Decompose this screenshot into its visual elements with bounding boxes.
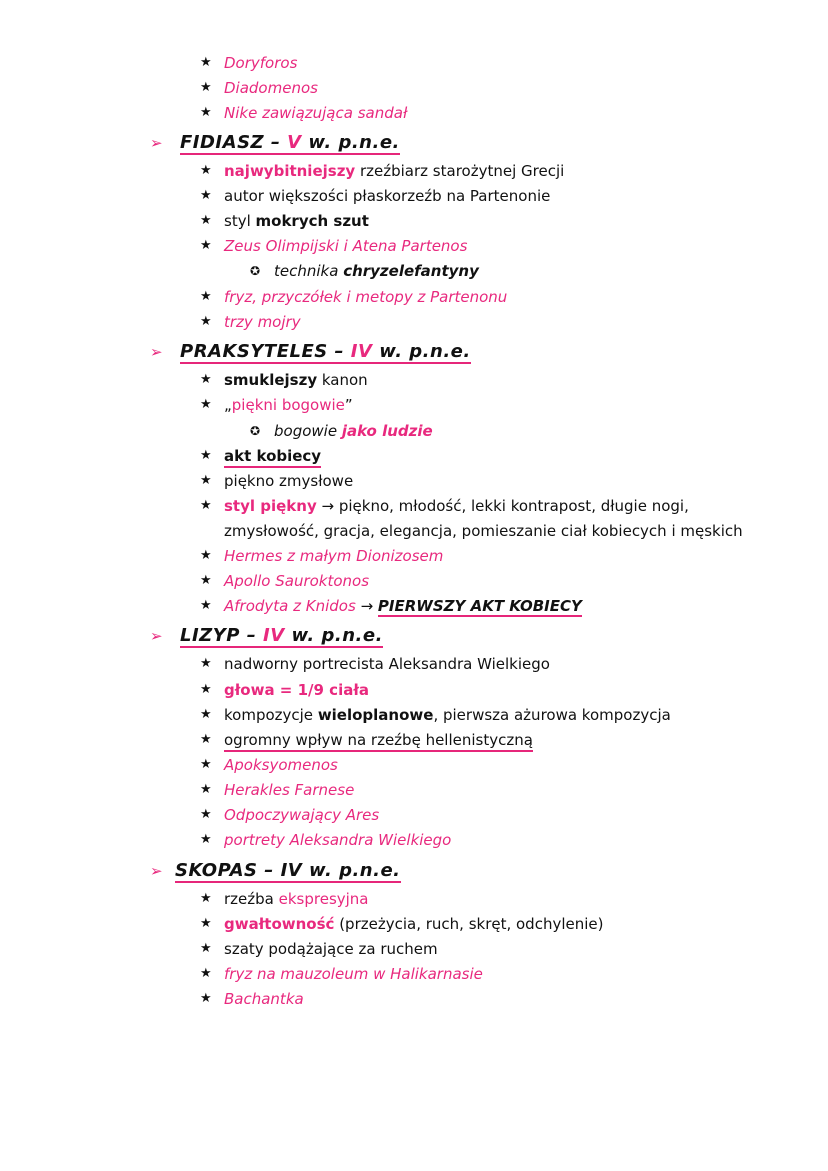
star-bullet-icon: ★ bbox=[200, 966, 212, 981]
star-bullet-icon: ★ bbox=[200, 397, 212, 412]
star-bullet-icon: ★ bbox=[200, 782, 212, 797]
circle-star-bullet-icon: ✪ bbox=[250, 424, 261, 438]
star-bullet-icon: ★ bbox=[200, 213, 212, 228]
star-bullet-icon: ★ bbox=[200, 757, 212, 772]
star-bullet-icon: ★ bbox=[200, 656, 212, 671]
star-bullet-icon: ★ bbox=[200, 163, 212, 178]
star-bullet-icon: ★ bbox=[200, 598, 212, 613]
star-bullet-icon: ★ bbox=[200, 473, 212, 488]
star-bullet-icon: ★ bbox=[200, 188, 212, 203]
star-bullet-icon: ★ bbox=[200, 238, 212, 253]
star-bullet-icon: ★ bbox=[200, 573, 212, 588]
circle-star-bullet-icon: ✪ bbox=[250, 264, 261, 278]
star-bullet-icon: ★ bbox=[200, 314, 212, 329]
arrow-bullet-icon: ➢ bbox=[150, 134, 163, 152]
star-bullet-icon: ★ bbox=[200, 682, 212, 697]
star-bullet-icon: ★ bbox=[200, 891, 212, 906]
arrow-bullet-icon: ➢ bbox=[150, 862, 163, 880]
star-bullet-icon: ★ bbox=[200, 916, 212, 931]
arrow-bullet-icon: ➢ bbox=[150, 343, 163, 361]
arrow-bullet-icon: ➢ bbox=[150, 627, 163, 645]
star-bullet-icon: ★ bbox=[200, 498, 212, 513]
document-page: ★ Doryforos ★ Diadomenos ★ Nike zawiązująca sandał ➢ FIDIASZ – V w. p.n.e. ★ najwybitniejszy rzeźbiarz starożytnej Grecji ★ autor większości płaskorzeźb na Partenonie ★ styl mokrych szut ★ Zeus Olimpijski i Atena Partenos ✪ technika chryzelefantyny ★ fryz, przyczółek i metopy z Partenonu ★ trzy mojry ➢ PRAKSYTELES – IV w. p.n.e. ★ smuklejszy kanon ★ „piękni bogowie” ✪ bogowie jako ludzie ★ akt kobiecy ★ piękno zmysłowe ★ styl piękny → piękno, młodość, lekki kontrapost, długie nogi, zmysłowość, gracja, elegancja, pomieszanie ciał kobiecych i męskich ★ Hermes z małym Dionizosem ★ Apollo Sauroktonos ★ Afrodyta z Knidos → PIERWSZY AKT KOBIECY ➢ LIZYP – IV w. p.n.e. ★ nadworny portrecista Aleksandra Wielkiego ★ głowa = 1/9 ciała ★ kompozycje wieloplanowe, pierwsza ażurowa kompozycja ★ ogromny wpływ na rzeźbę hellenistyczną ★ Apoksyomenos ★ Herakles Farnese ★ Odpoczywający Ares ★ portrety Aleksandra Wielkiego ➢ SKOPAS – IV w. p.n.e. ★ rzeźba ekspresyjna ★ gwałtowność (przeżycia, ruch, skręt, odchylenie) ★ szaty podążające za ruchem ★ fryz na mauzoleum w Halikarnasie ★ Bachantka bbox=[150, 54, 743, 1008]
star-bullet-icon: ★ bbox=[200, 832, 212, 847]
star-bullet-icon: ★ bbox=[200, 289, 212, 304]
star-bullet-icon: ★ bbox=[200, 807, 212, 822]
star-bullet-icon: ★ bbox=[200, 732, 212, 747]
star-bullet-icon: ★ bbox=[200, 707, 212, 722]
star-bullet-icon: ★ bbox=[200, 55, 212, 70]
star-bullet-icon: ★ bbox=[200, 448, 212, 463]
star-bullet-icon: ★ bbox=[200, 991, 212, 1006]
star-bullet-icon: ★ bbox=[200, 105, 212, 120]
star-bullet-icon: ★ bbox=[200, 548, 212, 563]
star-bullet-icon: ★ bbox=[200, 80, 212, 95]
star-bullet-icon: ★ bbox=[200, 372, 212, 387]
star-bullet-icon: ★ bbox=[200, 941, 212, 956]
